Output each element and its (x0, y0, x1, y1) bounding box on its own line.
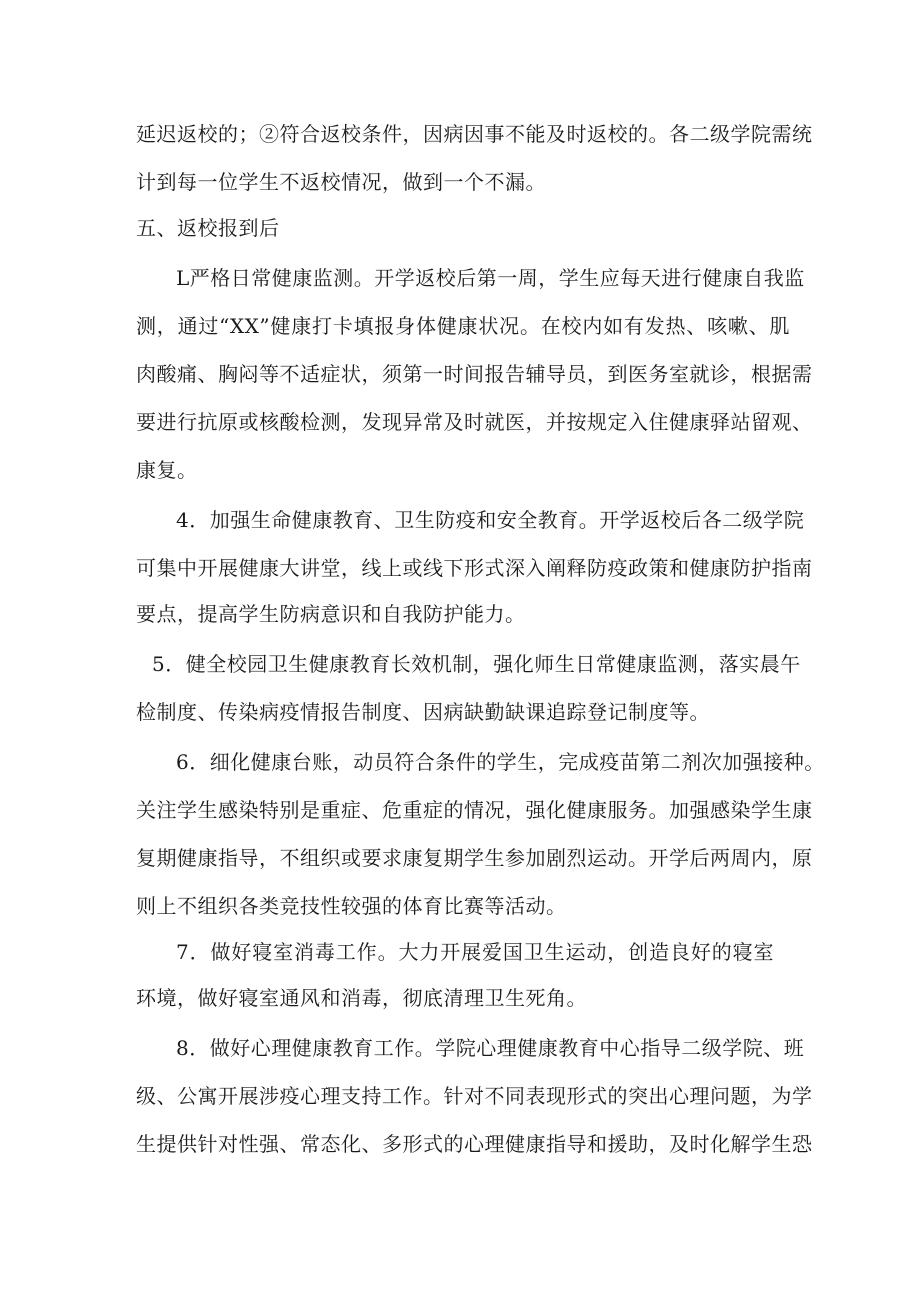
text-line: 复期健康指导，不组织或要求康复期学生参加剧烈运动。开学后两周内，原 (136, 846, 813, 870)
text-line: 测，通过“XX”健康打卡填报身体健康状况。在校内如有发热、咳嗽、肌 (136, 314, 790, 338)
text-line: L严格日常健康监测。开学返校后第一周，学生应每天进行健康自我监 (176, 266, 805, 290)
text-line: 延迟返校的；②符合返校条件，因病因事不能及时返校的。各二级学院需统 (136, 122, 813, 146)
text-line: 要进行抗原或核酸检测，发现异常及时就医，并按规定入住健康驿站留观、 (136, 410, 813, 434)
text-line: 4．加强生命健康教育、卫生防疫和安全教育。开学返校后各二级学院 (176, 508, 805, 532)
text-line: 级、公寓开展涉疫心理支持工作。针对不同表现形式的突出心理问题，为学 (136, 1084, 813, 1108)
text-line: 环境，做好寝室通风和消毒，彻底清理卫生死角。 (136, 986, 587, 1010)
text-line: 计到每一位学生不返校情况，做到一个不漏。 (136, 170, 546, 194)
text-line: 生提供针对性强、常态化、多形式的心理健康指导和援助，及时化解学生恐 (136, 1132, 813, 1156)
text-line: 5．健全校园卫生健康教育长效机制，强化师生日常健康监测，落实晨午 (152, 652, 801, 676)
text-line: 康复。 (136, 458, 198, 482)
text-line: 要点，提高学生防病意识和自我防护能力。 (136, 602, 526, 626)
text-line: 则上不组织各类竞技性较强的体育比赛等活动。 (136, 894, 567, 918)
text-line: 可集中开展健康大讲堂，线上或线下形式深入阐释防疫政策和健康防护指南 (136, 556, 813, 580)
text-line: 肉酸痛、胸闷等不适症状，须第一时间报告辅导员，到医务室就诊，根据需 (136, 362, 813, 386)
text-line: 8．做好心理健康教育工作。学院心理健康教育中心指导二级学院、班 (176, 1036, 805, 1060)
text-line: 关注学生感染特别是重症、危重症的情况，强化健康服务。加强感染学生康 (136, 798, 813, 822)
text-line: 检制度、传染病疫情报告制度、因病缺勤缺课追踪登记制度等。 (136, 700, 710, 724)
text-line: 6．细化健康台账，动员符合条件的学生，完成疫苗第二剂次加强接种。 (176, 750, 825, 774)
section-heading: 五、返校报到后 (136, 216, 280, 240)
text-line: 7．做好寝室消毒工作。大力开展爱国卫生运动，创造良好的寝室 (176, 940, 774, 964)
